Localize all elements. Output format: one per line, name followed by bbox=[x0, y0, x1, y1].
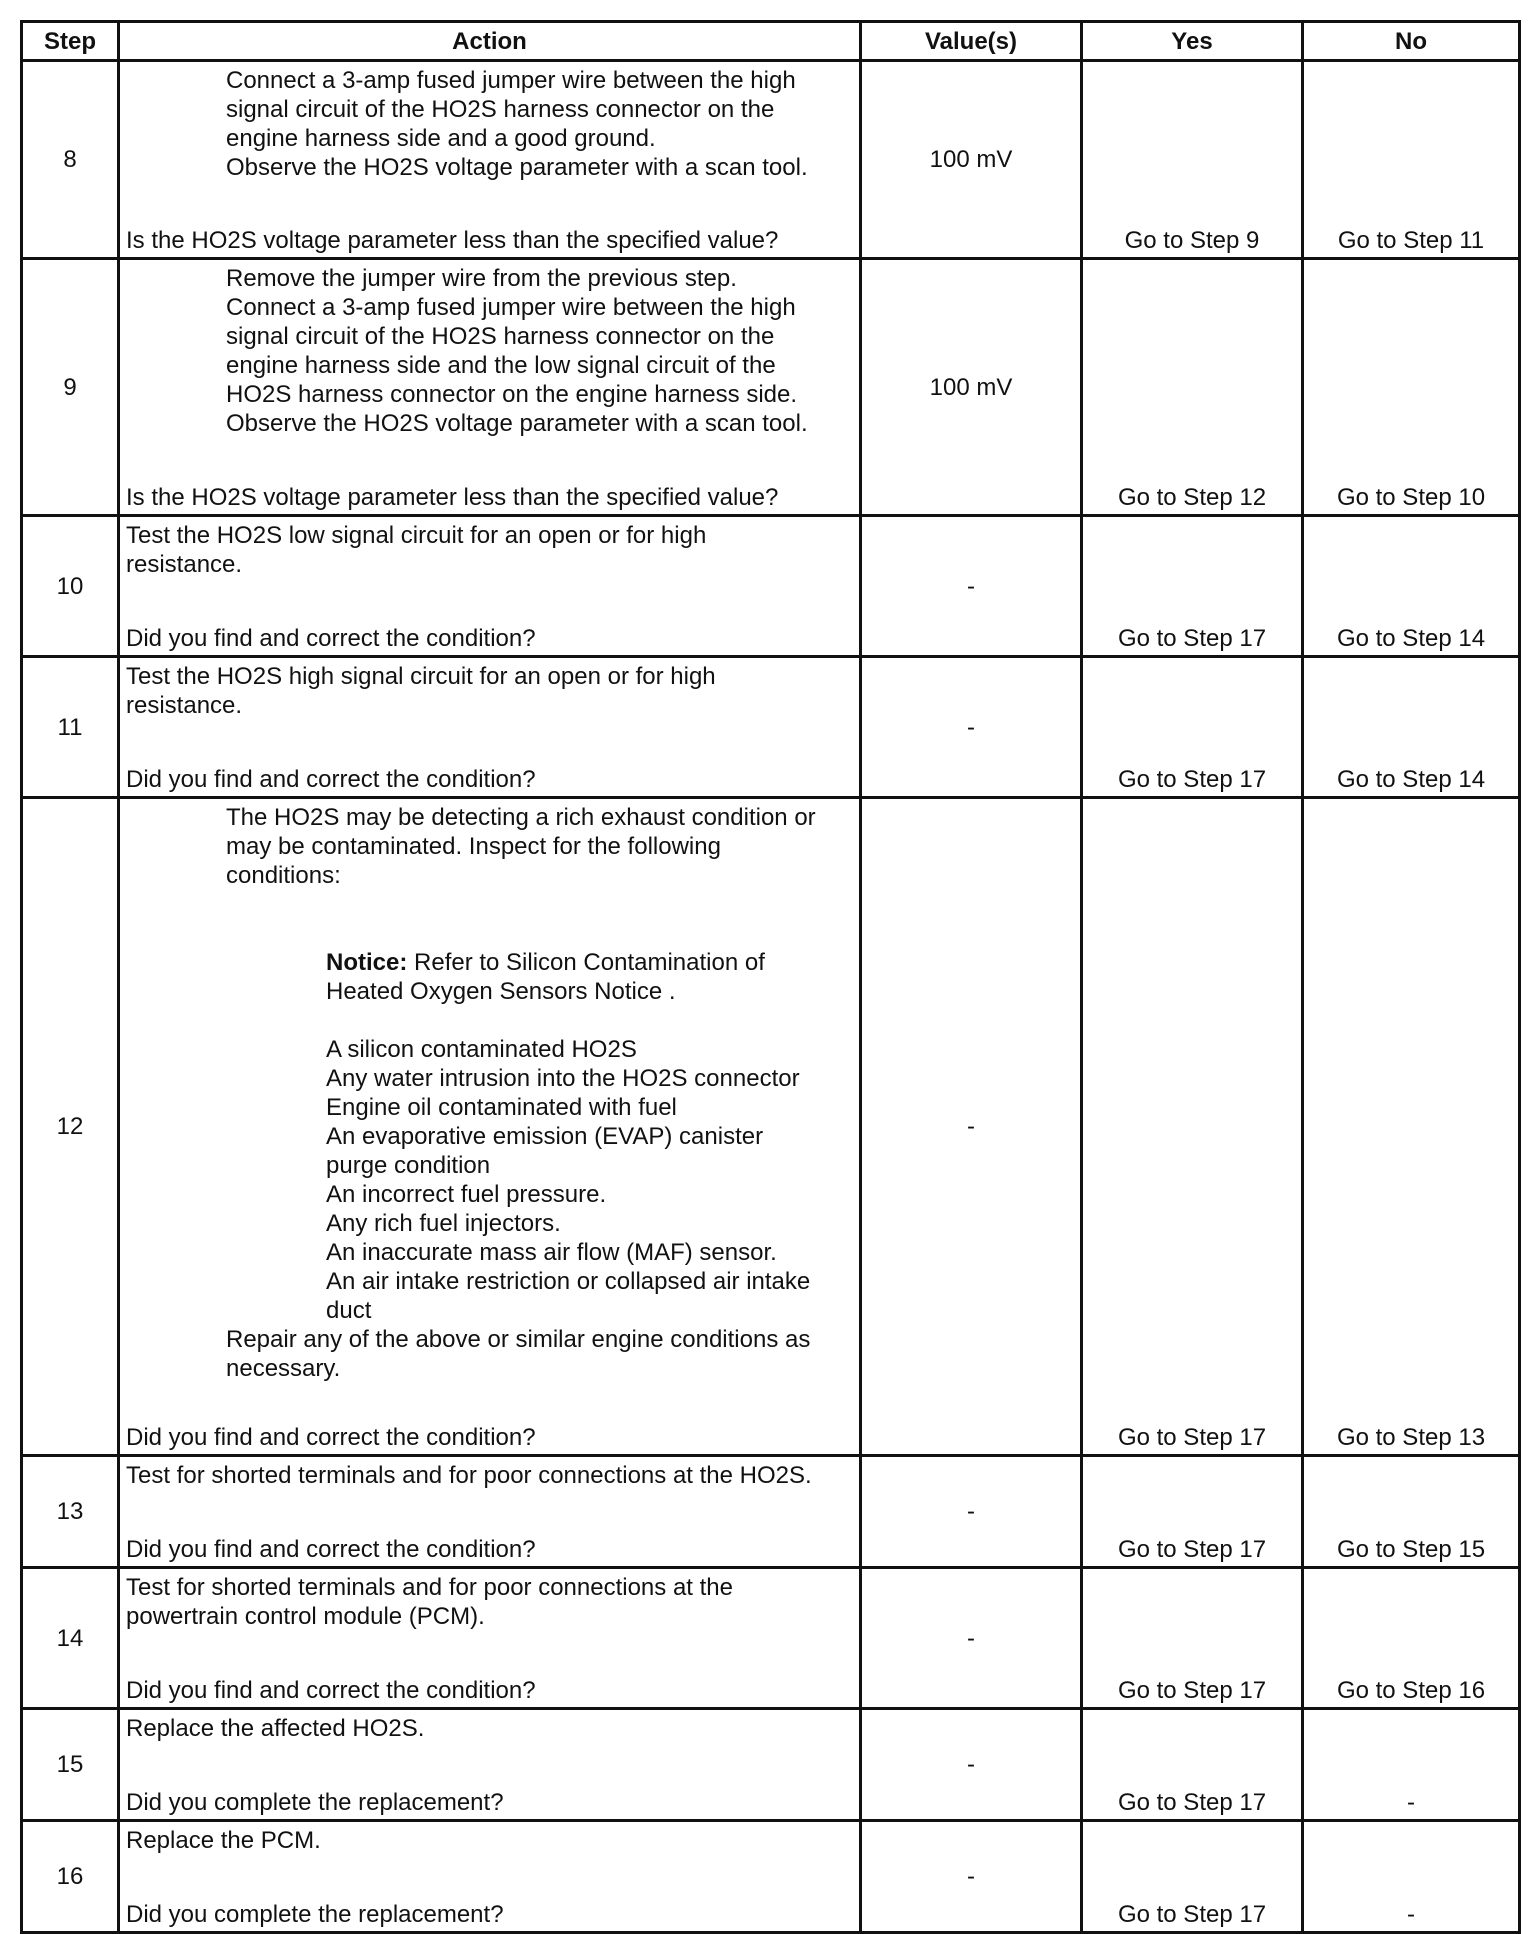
action-line: Test for shorted terminals and for poor connections at the HO2S. bbox=[126, 1462, 812, 1489]
table-row bbox=[22, 798, 1520, 1456]
action-question: Did you complete the replacement? bbox=[126, 1789, 504, 1816]
action-line: resistance. bbox=[126, 692, 243, 719]
step-number: 12 bbox=[22, 798, 119, 1456]
yes-cell: Go to Step 17 bbox=[1082, 1456, 1303, 1568]
step-number: 9 bbox=[22, 259, 119, 516]
step-number: 13 bbox=[22, 1456, 119, 1568]
action-line: conditions: bbox=[226, 862, 341, 889]
yes-cell: Go to Step 9 bbox=[1082, 61, 1303, 259]
action-cell bbox=[119, 1456, 861, 1568]
notice-label: Notice: bbox=[326, 949, 408, 976]
yes-cell: Go to Step 17 bbox=[1082, 657, 1303, 798]
value-cell: - bbox=[861, 1456, 1082, 1568]
yes-cell: Go to Step 17 bbox=[1082, 1821, 1303, 1933]
list-item: Engine oil contaminated with fuel bbox=[326, 1094, 677, 1121]
action-question: Did you find and correct the condition? bbox=[126, 625, 536, 652]
action-line: Test the HO2S high signal circuit for an open or for high bbox=[126, 663, 716, 690]
step-number: 14 bbox=[22, 1568, 119, 1709]
no-cell: Go to Step 14 bbox=[1303, 657, 1520, 798]
action-line: Connect a 3-amp fused jumper wire between the high bbox=[226, 294, 796, 321]
notice bbox=[126, 948, 853, 1006]
action-question: Is the HO2S voltage parameter less than the specified value? bbox=[126, 227, 779, 254]
header-values: Value(s) bbox=[861, 22, 1082, 61]
yes-cell: Go to Step 17 bbox=[1082, 798, 1303, 1456]
table-row bbox=[22, 259, 1520, 516]
action-cell bbox=[119, 798, 861, 1456]
table-row bbox=[22, 516, 1520, 657]
list-item: A silicon contaminated HO2S bbox=[326, 1036, 637, 1063]
step-number: 16 bbox=[22, 1821, 119, 1933]
step-number: 11 bbox=[22, 657, 119, 798]
action-line: may be contaminated. Inspect for the following bbox=[226, 833, 721, 860]
value-cell: - bbox=[861, 657, 1082, 798]
header-action: Action bbox=[119, 22, 861, 61]
step-number: 15 bbox=[22, 1709, 119, 1821]
action-line: engine harness side and the low signal circuit of the bbox=[226, 352, 776, 379]
action-cell bbox=[119, 61, 861, 259]
step-number: 8 bbox=[22, 61, 119, 259]
condition-list bbox=[126, 1035, 853, 1325]
step-number: 10 bbox=[22, 516, 119, 657]
action-question: Did you find and correct the condition? bbox=[126, 1677, 536, 1704]
action-cell bbox=[119, 259, 861, 516]
no-cell: - bbox=[1303, 1821, 1520, 1933]
value-cell: 100 mV bbox=[861, 61, 1082, 259]
list-item: An incorrect fuel pressure. bbox=[326, 1181, 607, 1208]
list-item: Any water intrusion into the HO2S connector bbox=[326, 1065, 800, 1092]
value-cell: - bbox=[861, 1821, 1082, 1933]
yes-cell: Go to Step 17 bbox=[1082, 1568, 1303, 1709]
list-item: An evaporative emission (EVAP) canister bbox=[326, 1123, 764, 1150]
action-line: necessary. bbox=[226, 1355, 341, 1382]
action-cell bbox=[119, 516, 861, 657]
header-step: Step bbox=[22, 22, 119, 61]
action-line: Repair any of the above or similar engine conditions as bbox=[226, 1326, 811, 1353]
action-question: Did you find and correct the condition? bbox=[126, 1536, 536, 1563]
action-line: Test the HO2S low signal circuit for an open or for high bbox=[126, 522, 707, 549]
action-line: Replace the PCM. bbox=[126, 1827, 321, 1854]
table-row bbox=[22, 1821, 1520, 1933]
header-no: No bbox=[1303, 22, 1520, 61]
value-cell: 100 mV bbox=[861, 259, 1082, 516]
action-cell bbox=[119, 1709, 861, 1821]
no-cell: - bbox=[1303, 1709, 1520, 1821]
header-row bbox=[22, 22, 1520, 61]
action-line: Observe the HO2S voltage parameter with a scan tool. bbox=[226, 154, 808, 181]
table-row bbox=[22, 1568, 1520, 1709]
action-question: Did you find and correct the condition? bbox=[126, 1424, 536, 1451]
no-cell: Go to Step 11 bbox=[1303, 61, 1520, 259]
action-question: Did you find and correct the condition? bbox=[126, 766, 536, 793]
list-item: An air intake restriction or collapsed air intake bbox=[326, 1268, 811, 1295]
notice-text: Heated Oxygen Sensors Notice . bbox=[326, 978, 676, 1005]
yes-cell: Go to Step 12 bbox=[1082, 259, 1303, 516]
action-line: powertrain control module (PCM). bbox=[126, 1603, 485, 1630]
action-question: Did you complete the replacement? bbox=[126, 1901, 504, 1928]
diagnostic-table bbox=[20, 20, 1521, 1934]
value-cell: - bbox=[861, 516, 1082, 657]
action-line: signal circuit of the HO2S harness connector on the bbox=[226, 323, 775, 350]
action-cell bbox=[119, 1568, 861, 1709]
action-line: HO2S harness connector on the engine harness side. bbox=[226, 381, 798, 408]
table-row bbox=[22, 657, 1520, 798]
action-line: Remove the jumper wire from the previous step. bbox=[226, 265, 737, 292]
table-row bbox=[22, 1709, 1520, 1821]
table-row bbox=[22, 61, 1520, 259]
action-question: Is the HO2S voltage parameter less than the specified value? bbox=[126, 484, 779, 511]
no-cell: Go to Step 16 bbox=[1303, 1568, 1520, 1709]
list-item: purge condition bbox=[326, 1152, 491, 1179]
action-line: engine harness side and a good ground. bbox=[226, 125, 656, 152]
no-cell: Go to Step 13 bbox=[1303, 798, 1520, 1456]
value-cell: - bbox=[861, 1709, 1082, 1821]
action-line: Replace the affected HO2S. bbox=[126, 1715, 425, 1742]
action-line: Connect a 3-amp fused jumper wire between the high bbox=[226, 67, 796, 94]
action-line: Test for shorted terminals and for poor connections at the bbox=[126, 1574, 733, 1601]
notice-text: Refer to Silicon Contamination of bbox=[407, 949, 765, 976]
list-item: An inaccurate mass air flow (MAF) sensor. bbox=[326, 1239, 777, 1266]
yes-cell: Go to Step 17 bbox=[1082, 516, 1303, 657]
no-cell: Go to Step 10 bbox=[1303, 259, 1520, 516]
action-line: Observe the HO2S voltage parameter with a scan tool. bbox=[226, 410, 808, 437]
list-item: duct bbox=[326, 1297, 372, 1324]
action-line: signal circuit of the HO2S harness connector on the bbox=[226, 96, 775, 123]
header-yes: Yes bbox=[1082, 22, 1303, 61]
no-cell: Go to Step 15 bbox=[1303, 1456, 1520, 1568]
action-cell bbox=[119, 1821, 861, 1933]
action-line: resistance. bbox=[126, 551, 243, 578]
action-cell bbox=[119, 657, 861, 798]
value-cell: - bbox=[861, 1568, 1082, 1709]
action-line: The HO2S may be detecting a rich exhaust condition or bbox=[226, 804, 816, 831]
yes-cell: Go to Step 17 bbox=[1082, 1709, 1303, 1821]
list-item: Any rich fuel injectors. bbox=[326, 1210, 561, 1237]
no-cell: Go to Step 14 bbox=[1303, 516, 1520, 657]
value-cell: - bbox=[861, 798, 1082, 1456]
table-row bbox=[22, 1456, 1520, 1568]
